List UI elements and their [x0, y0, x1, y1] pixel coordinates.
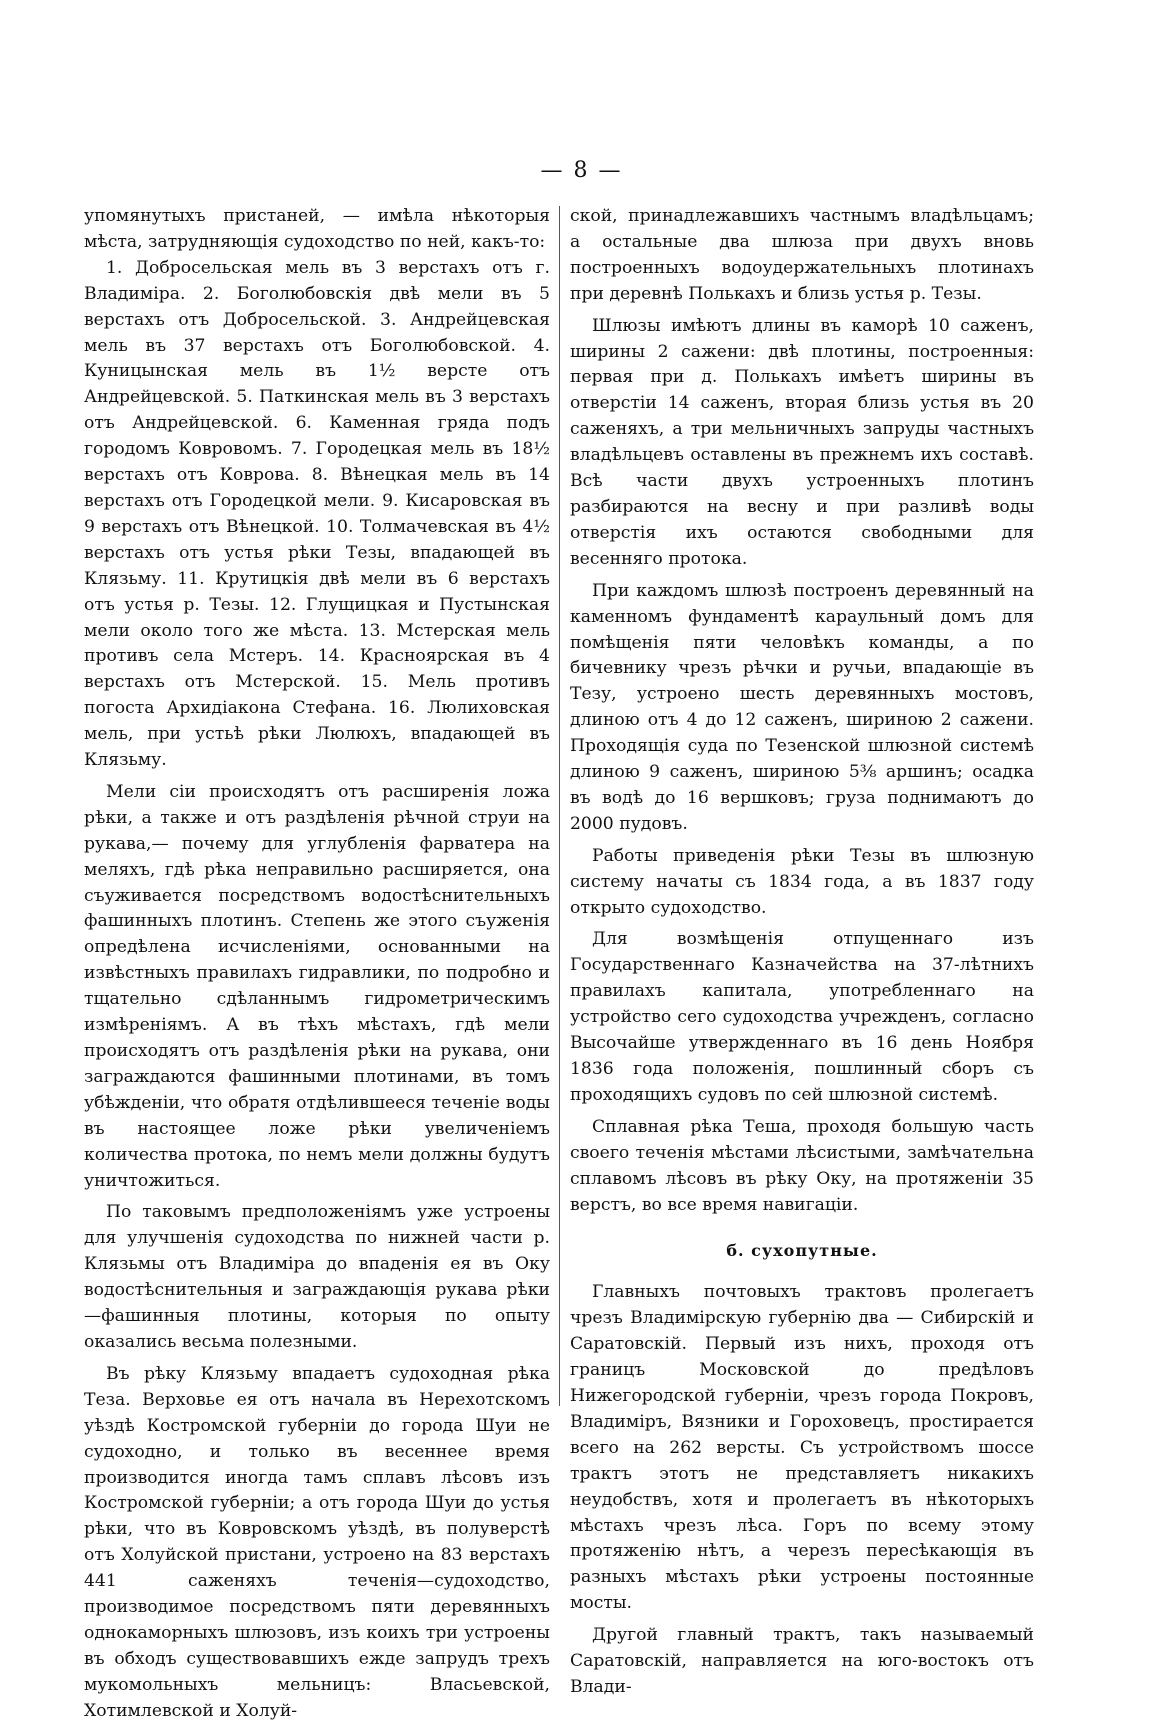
paragraph: упомянутыхъ пристаней, — имѣла нѣкоторыя мѣста, затрудняющія судоходство по ней, какъ-то: [84, 206, 550, 252]
paragraph: Главныхъ почтовыхъ трактовъ пролегаетъ чрезъ Владимірскую губернію два — Сибирскій и Саратовскій. Первый изъ нихъ, проходя отъ границъ Московской до предѣловъ Нижегородской губерніи, чрезъ города Покровъ, Владиміръ, Вязники и Гороховецъ, простирается всего на 262 версты. Съ устройствомъ шоссе трактъ этотъ не представляетъ никакихъ неудобствъ, хотя и пролегаетъ въ нѣкоторыхъ мѣстахъ чрезъ лѣса. Горъ по всему этому протяженію нѣтъ, а черезъ пересѣкающія въ разныхъ мѣстахъ рѣки устроены постоянные мосты. [570, 1282, 1034, 1614]
left-column [84, 204, 550, 1725]
paragraph: Шлюзы имѣютъ длины въ каморѣ 10 саженъ, ширины 2 сажени: двѣ плотины, построенныя: первая при д. Полькахъ имѣетъ ширины въ отверстіи 14 саженъ, вторая близь устья въ 20 саженяхъ, а три мельничныхъ запруды частныхъ владѣльцевъ оставлены въ прежнемъ ихъ составѣ. Всѣ части двухъ устроенныхъ плотинъ разбираются на весну и при разливѣ воды отверстія ихъ остаются свободными для весенняго протока. [570, 315, 1034, 569]
paragraph: Для возмѣщенія отпущеннаго изъ Государственнаго Казначейства на 37-лѣтнихъ правилахъ капитала, употребленнаго на устройство сего судоходства учрежденъ, согласно Высочайше утвержденнаго въ 16 день Ноября 1836 года положенія, пошлинный сборъ съ проходящихъ судовъ по сей шлюзной системѣ. [570, 929, 1034, 1105]
paragraph: ской, принадлежавшихъ частнымъ владѣльцамъ; а остальные два шлюза при двухъ вновь построенныхъ водоудержательныхъ плотинахъ при деревнѣ Полькахъ и близь устья р. Тезы. [570, 206, 1034, 304]
paragraph: Въ рѣку Клязьму впадаетъ судоходная рѣка Теза. Верховье ея отъ начала въ Нерехотскомъ уѣздѣ Костромской губерніи до города Шуи не судоходно, и только въ весеннее время производится иногда тамъ сплавъ лѣсовъ изъ Костромской губерніи; а отъ города Шуи до устья рѣки, что въ Ковровскомъ уѣздѣ, въ полуверстѣ отъ Холуйской пристани, устроено на 83 верстахъ 441 саженяхъ теченія—судоходство, производимое посредствомъ пяти деревянныхъ однокаморныхъ шлюзовъ, изъ коихъ три устроены въ обходъ существовавшихъ ежде запрудъ трехъ мукомольныхъ мельницъ: Власьевской, Хотимлевской и Холуй- [84, 1363, 550, 1721]
paragraph: При каждомъ шлюзѣ построенъ деревянный на каменномъ фундаментѣ караульный домъ для помѣщенія пяти человѣкъ команды, а по бичевнику чрезъ рѣчки и ручьи, впадающіе въ Тезу, устроено шесть деревянныхъ мостовъ, длиною отъ 4 до 12 саженъ, шириною 2 сажени. Проходящія суда по Тезенской шлюзной системѣ длиною 9 саженъ, шириною 5⅜ аршинъ; осадка въ водѣ до 16 вершковъ; груза поднимаютъ до 2000 пудовъ. [570, 580, 1034, 834]
paragraph: 1. Добросельская мель въ 3 верстахъ отъ г. Владиміра. 2. Боголюбовскія двѣ мели въ 5 верстахъ отъ Добросельской. 3. Андрейцевская мель въ 37 верстахъ отъ Боголюбовской. 4. Куницынская мель въ 1½ версте отъ Андрейцевской. 5. Паткинская мель въ 3 верстахъ отъ Андрейцевской. 6. Каменная гряда подъ городомъ Ковровомъ. 7. Городецкая мель въ 18½ верстахъ отъ Коврова. 8. Вѣнецкая мель въ 14 верстахъ отъ Городецкой мели. 9. Кисаровская въ 9 верстахъ отъ Вѣнецкой. 10. Толмачевская въ 4½ верстахъ отъ устья рѣки Тезы, впадающей въ Клязьму. 11. Крутицкія двѣ мели въ 6 верстахъ отъ устья р. Тезы. 12. Глущицкая и Пустынская мели около того же мѣста. 13. Мстерская мель противъ села Мстеръ. 14. Красноярская въ 4 верстахъ отъ Мстерской. 15. Мель противъ погоста Архидіакона Стефана. 16. Люлиховская мель, при устьѣ рѣки Люлюхъ, впадающей въ Клязьму. [84, 257, 550, 771]
paragraph: По таковымъ предположеніямъ уже устроены для улучшенія судоходства по нижней части р. Клязьмы отъ Владиміра до впаденія ея въ Оку водостѣснительныя и заграждающія рукава рѣки—фашинныя плотины, которыя по опыту оказались весьма полезными. [84, 1202, 550, 1352]
paragraph: Работы приведенія рѣки Тезы въ шлюзную систему начаты съ 1834 года, а въ 1837 году открыто судоходство. [570, 845, 1034, 918]
right-column [570, 204, 1034, 1701]
paragraph: Сплавная рѣка Теша, проходя большую часть своего теченія мѣстами лѣсистыми, замѣчательна сплавомъ лѣсовъ въ рѣку Оку, на протяженіи 35 верстъ, во все время навигаціи. [570, 1116, 1034, 1215]
section-subheading: б. сухопутные. [726, 1241, 878, 1261]
page-number: — 8 — [540, 158, 623, 183]
column-divider [559, 206, 560, 1406]
paragraph: Другой главный трактъ, такъ называемый Саратовскій, направляется на юго-востокъ отъ Влади- [570, 1625, 1034, 1697]
paragraph: Мели сіи происходятъ отъ расширенія ложа рѣки, а также и отъ раздѣленія рѣчной струи на рукава,— почему для углубленія фарватера на меляхъ, гдѣ рѣка неправильно расширяется, она съуживается посредствомъ водостѣснительныхъ фашинныхъ плотинъ. Степень же этого съуженія опредѣлена исчисленіями, основанными на извѣстныхъ правилахъ гидравлики, по подробно и тщательно сдѣланнымъ гидрометрическимъ измѣреніямъ. А въ тѣхъ мѣстахъ, гдѣ мели происходятъ отъ раздѣленія рѣки на рукава, они заграждаются фашинными плотинами, въ томъ убѣжденіи, что обратя отдѣлившееся теченіе воды въ настоящее ложе рѣки увеличеніемъ количества протока, по немъ мели должны будутъ уничтожиться. [84, 781, 550, 1191]
